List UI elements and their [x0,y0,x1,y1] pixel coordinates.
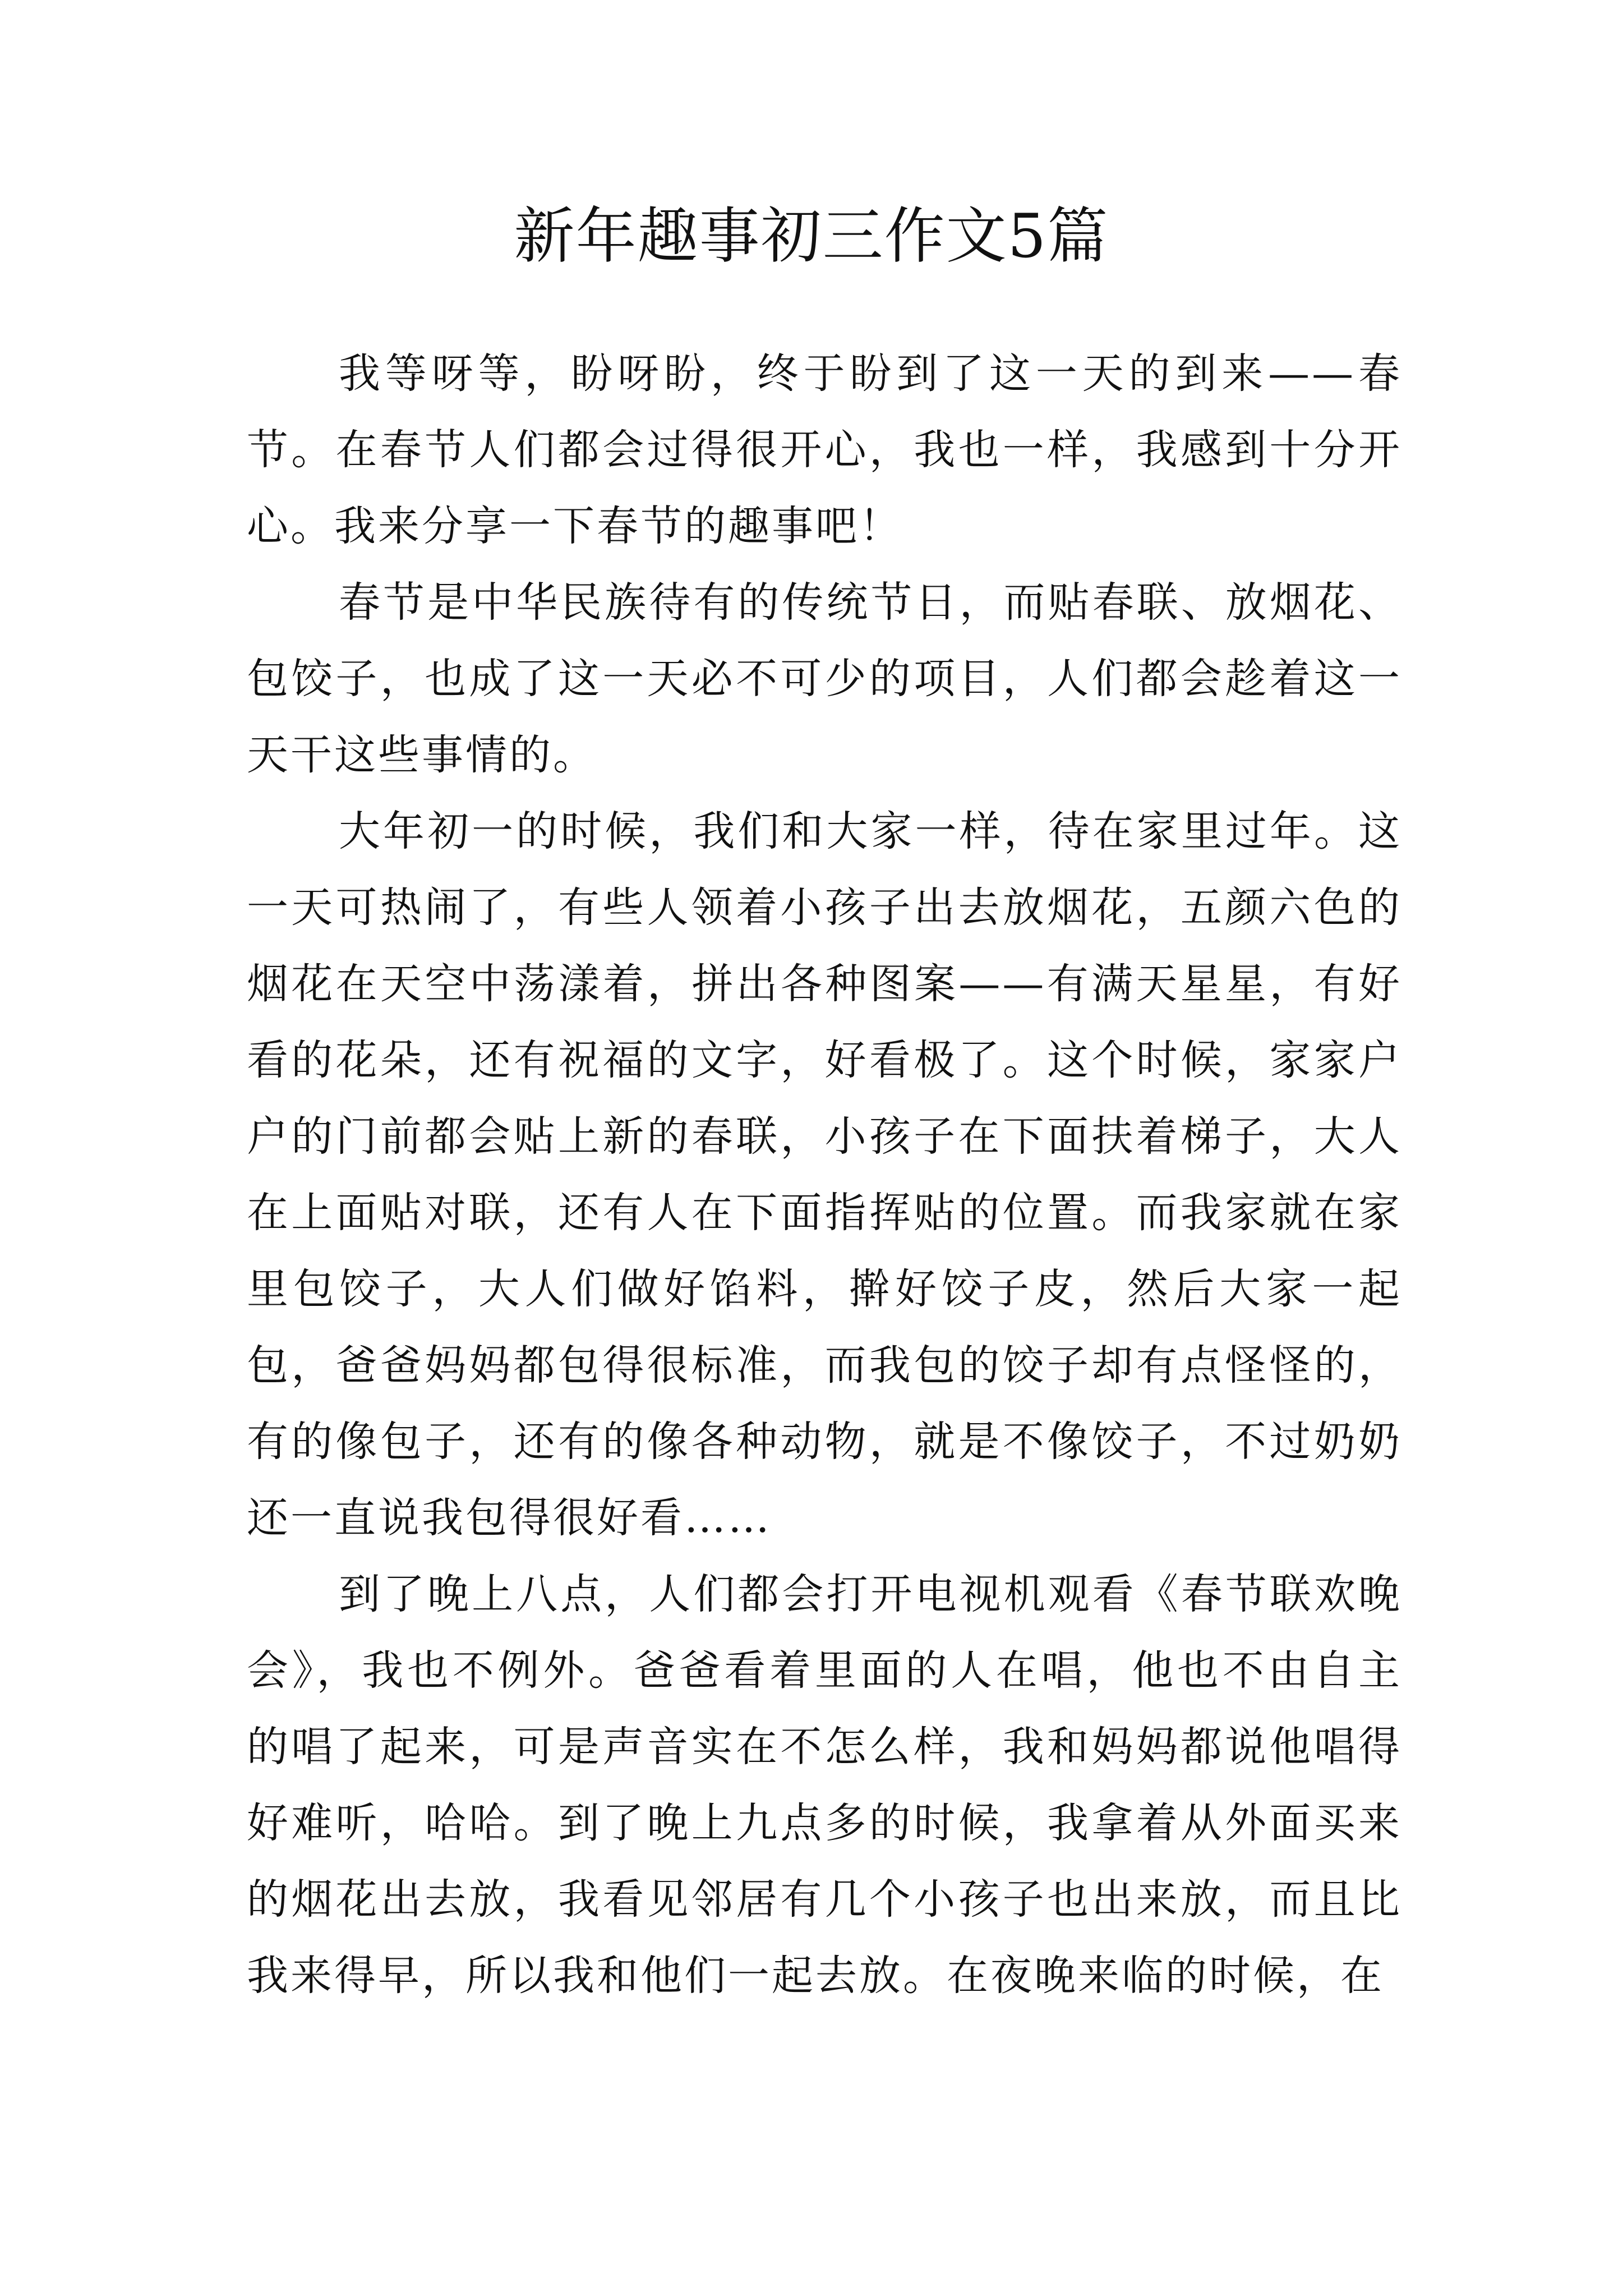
paragraph-2: 春节是中华民族待有的传统节日，而贴春联、放烟花、包饺子，也成了这一天必不可少的项目，人们都会趁着这一天干这些事情的。 [247,578,1402,779]
paragraph-3: 大年初一的时候，我们和大家一样，待在家里过年。这一天可热闹了，有些人领着小孩子出去放烟花，五颜六色的烟花在天空中荡漾着，拼出各种图案——有满天星星，有好看的花朵，还有祝福的文字，好看极了。这个时候，家家户户的门前都会贴上新的春联，小孩子在下面扶着梯子，大人在上面贴对联，还有人在下面指挥贴的位置。而我家就在家里包饺子，大人们做好馅料，擀好饺子皮，然后大家一起包，爸爸妈妈都包得很标准，而我包的饺子却有点怪怪的，有的像包子，还有的像各种动物，就是不像饺子，不过奶奶还一直说我包得很好看…… [247,807,1402,1542]
document-body [247,335,1402,2014]
paragraph-1: 我等呀等，盼呀盼，终于盼到了这一天的到来——春节。在春节人们都会过得很开心，我也一样，我感到十分开心。我来分享一下春节的趣事吧！ [247,349,1402,550]
page-title: 新年趣事初三作文5篇 [514,201,1109,272]
paragraph-4: 到了晚上八点，人们都会打开电视机观看《春节联欢晚会》，我也不例外。爸爸看着里面的人在唱，他也不由自主的唱了起来，可是声音实在不怎么样，我和妈妈都说他唱得好难听，哈哈。到了晚上九点多的时候，我拿着从外面买来的烟花出去放，我看见邻居有几个小孩子也出来放，而且比我来得早，所以我和他们一起去放。在夜晚来临的时候，在 [247,1570,1402,2000]
